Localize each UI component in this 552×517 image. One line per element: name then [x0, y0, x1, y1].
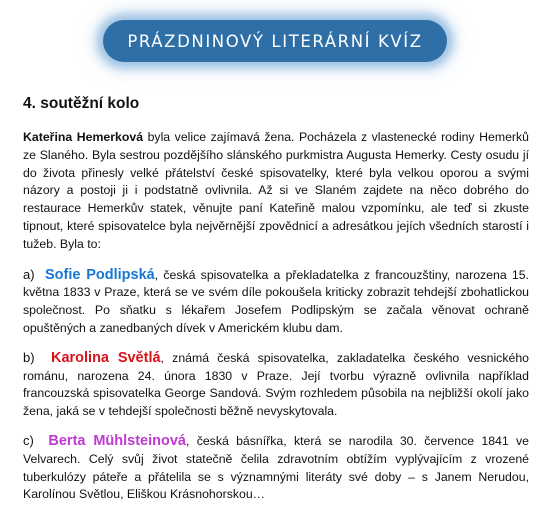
option-name: Sofie Podlipská: [44, 266, 155, 283]
answer-option-a[interactable]: [23, 266, 529, 338]
option-letter: c): [23, 432, 34, 448]
option-name: Karolina Světlá: [50, 349, 161, 366]
option-letter: b): [23, 349, 35, 365]
option-text: , česká básnířka, která se narodila 30. července 1841 ve Velvarech. Celý svůj život statečně čelila zdravotním obtížím vyplývajícím z vrozené tuberkulózy páteře a přátelila se s významnými literáty své doby – s Janem Nerudou, Karolínou Světlou, Eliškou Krásnohorskou…: [23, 433, 529, 502]
intro-person-name: Kateřina Hemerková: [23, 130, 144, 144]
quiz-title: PRÁZDNINOVÝ LITERÁRNÍ KVÍZ: [127, 31, 423, 51]
option-text: , známá česká spisovatelka, zakladatelka českého vesnického románu, narozena 24. února 1830 v Praze. Její tvorbu výrazně ovlivnila například francouzská spisovatelka George Sandová. Svým rozhledem působila na nejbližší okolí jako žena, jaká se v tehdejší společnosti běžně nevyskytovala.: [23, 350, 529, 419]
quiz-banner: [97, 14, 453, 68]
intro-paragraph: [23, 129, 529, 254]
round-heading: 4. soutěžní kolo: [23, 95, 140, 112]
quiz-content: [23, 94, 529, 515]
option-text: , česká spisovatelka a překladatelka z francouzštiny, narozena 15. května 1833 v Praze, která se ve svém díle pokoušela kriticky zobrazit tehdejší zbohatlickou společnost. Po sňatku s lékařem Josefem Podlipským se začala věnovat ochraně opuštěných a zanedbaných dívek v Americkém klubu dam.: [23, 267, 529, 335]
answer-option-c[interactable]: [23, 432, 529, 504]
option-letter: a): [23, 266, 35, 282]
intro-text: byla velice zajímavá žena. Pocházela z vlastenecké rodiny Hemerků ze Slaného. Byla sestrou pozdějšího slánského purkmistra Augusta Hemerky. Cesty osudu jí do života přinesly velké přátelství české spisovatelky, které byla velkou oporou a svými názory a postoji ji i podstatně ovlivnila. Až si ve Slaném zajdete na něco dobrého do restaurace Hemerkův statek, věnujte paní Kateřině malou vzpomínku, ale teď si zkuste tipnout, které spisovatelce byla nejvěrnější zpovědnicí a adresátkou jejích všedních starostí i tužeb. Byla to:: [23, 130, 529, 251]
quiz-banner-pill: [103, 20, 447, 62]
option-name: Berta Mühlsteinová: [48, 432, 186, 449]
answer-option-b[interactable]: [23, 349, 529, 421]
